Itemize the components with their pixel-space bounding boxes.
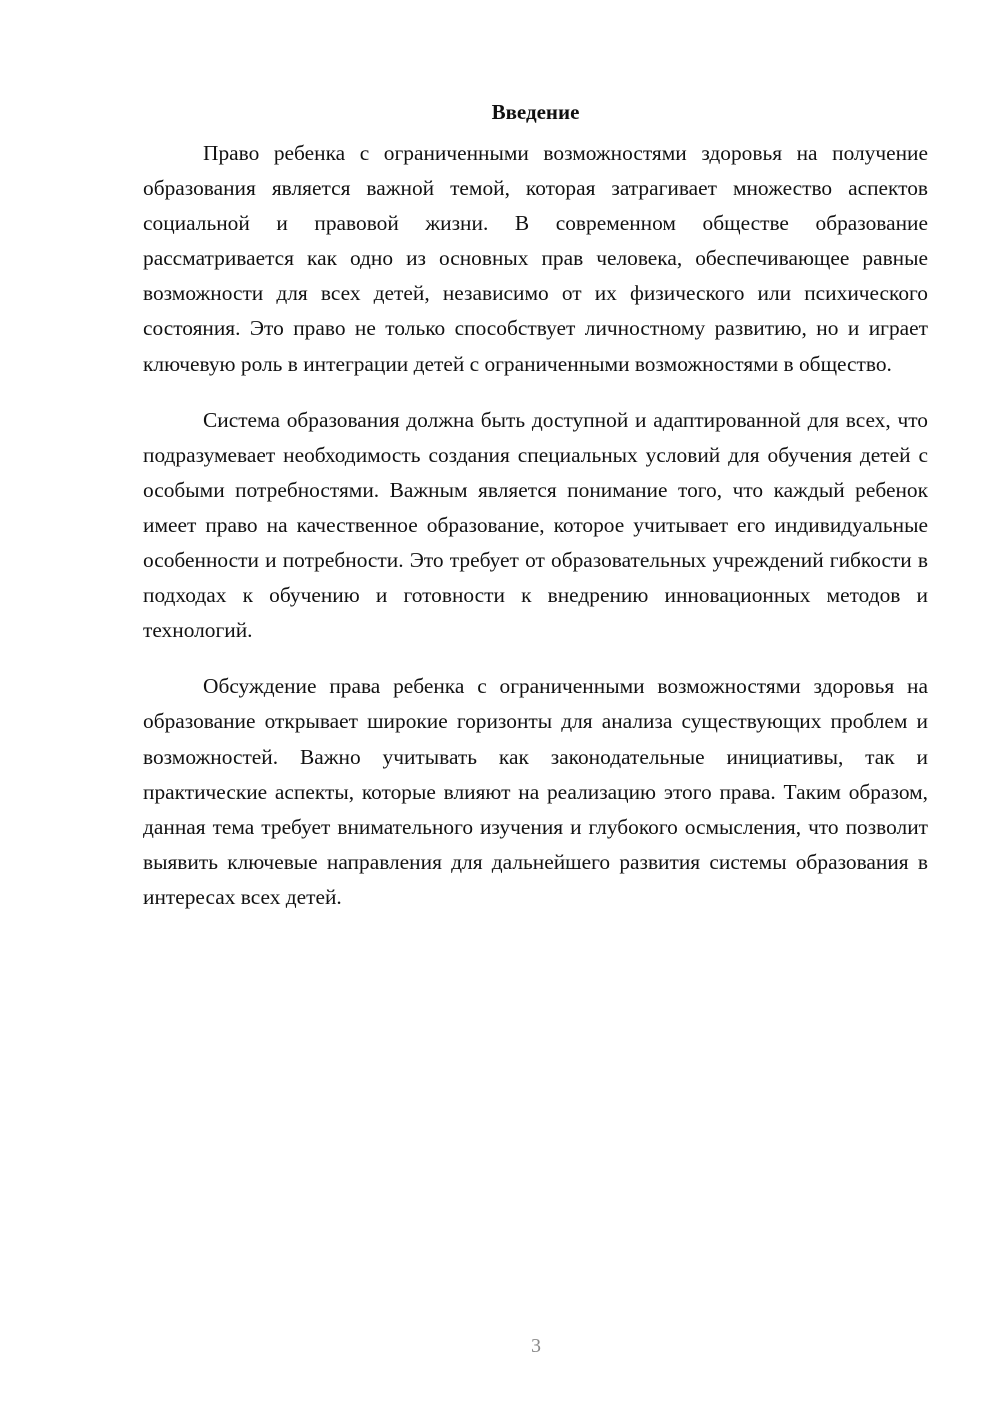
paragraph-1: Право ребенка с ограниченными возможностями здоровья на получение образования является важной темой, которая затрагивает множество аспектов социальной и правовой жизни. В современном обществе образование рассматривается как одно из основных прав человека, обеспечивающее равные возможности для всех детей, независимо от их физического или психического состояния. Это право не только способствует личностному развитию, но и играет ключевую роль в интеграции детей с ограниченными возможностями в общество. — [143, 141, 928, 376]
paragraph-2: Система образования должна быть доступной и адаптированной для всех, что подразумевает необходимость создания специальных условий для обучения детей с особыми потребностями. Важным является понимание того, что каждый ребенок имеет право на качественное образование, которое учитывает его индивидуальные особенности и потребности. Это требует от образовательных учреждений гибкости в подходах к обучению и готовности к внедрению инновационных методов и технологий. — [143, 407, 928, 643]
paragraph-3: Обсуждение права ребенка с ограниченными возможностями здоровья на образование открывает широкие горизонты для анализа существующих проблем и возможностей. Важно учитывать как законодательные инициативы, так и практические аспекты, которые влияют на реализацию этого права. Таким образом, данная тема требует внимательного изучения и глубокого осмысления, что позволит выявить ключевые направления для дальнейшего развития системы образования в интересах всех детей. — [143, 674, 928, 909]
page-number: 3 — [531, 1335, 541, 1357]
page-content — [143, 98, 928, 936]
section-heading: Введение — [491, 100, 580, 124]
